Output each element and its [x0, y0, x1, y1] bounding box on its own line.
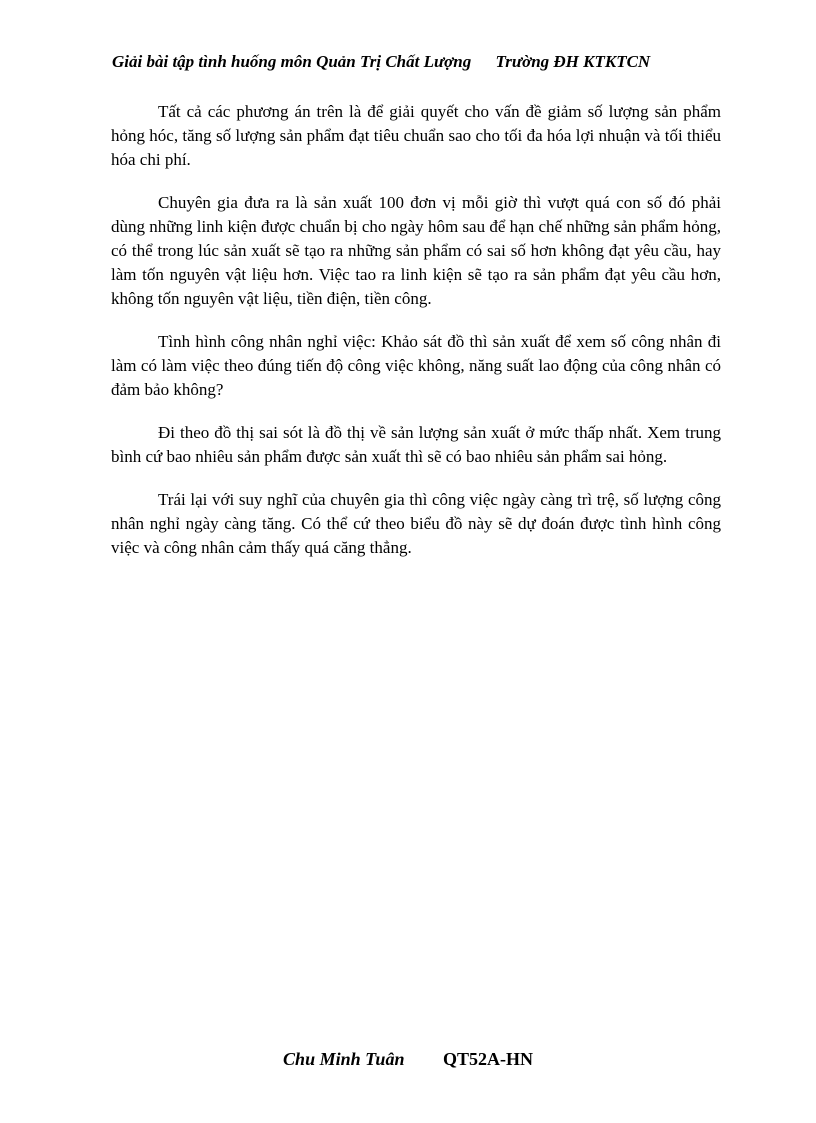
paragraph-4: Đi theo đồ thị sai sót là đồ thị về sản lượng sản xuất ở mức thấp nhất. Xem trung bình cứ bao nhiêu sản phẩm được sản xuất thì sẽ có bao nhiêu sản phẩm sai hỏng.: [111, 423, 721, 466]
author-name: Chu Minh Tuân: [283, 1049, 405, 1069]
paragraph-1: Tất cả các phương án trên là để giải quyết cho vấn đề giảm số lượng sản phẩm hỏng hóc, tăng số lượng sản phẩm đạt tiêu chuẩn sao cho tối đa hóa lợi nhuận và tối thiểu hóa chi phí.: [111, 102, 721, 169]
paragraph-5: Trái lại với suy nghĩ của chuyên gia thì công việc ngày càng trì trệ, số lượng công nhân nghỉ ngày càng tăng. Có thể cứ theo biểu đồ này sẽ dự đoán được tình hình công việc và công nhân cảm thấy quá căng thẳng.: [111, 490, 721, 557]
school-name: Trường ĐH KTKTCN: [495, 52, 651, 71]
page-header: [112, 52, 712, 72]
paragraph-2: Chuyên gia đưa ra là sản xuất 100 đơn vị mỗi giờ thì vượt quá con số đó phải dùng những linh kiện được chuẩn bị cho ngày hôm sau để hạn chế những sản phẩm hỏng, có thể trong lúc sản xuất sẽ tạo ra những sản phẩm có sai số hơn không đạt yêu cầu, hay làm tốn nguyên vật liệu hơn. Việc tao ra linh kiện sẽ tạo ra sản phẩm đạt yêu cầu hơn, không tốn nguyên vật liệu, tiền điện, tiền công.: [111, 193, 721, 308]
class-code: QT52A-HN: [442, 1049, 533, 1069]
course-title: Giải bài tập tình huống môn Quản Trị Chất Lượng: [112, 52, 472, 71]
paragraph-3: Tình hình công nhân nghỉ việc: Khảo sát đồ thì sản xuất để xem số công nhân đi làm có làm việc theo đúng tiến độ công việc không, năng suất lao động của công nhân có đảm bảo không?: [111, 332, 721, 399]
document-body: [111, 100, 721, 579]
page-footer: [0, 1049, 816, 1070]
